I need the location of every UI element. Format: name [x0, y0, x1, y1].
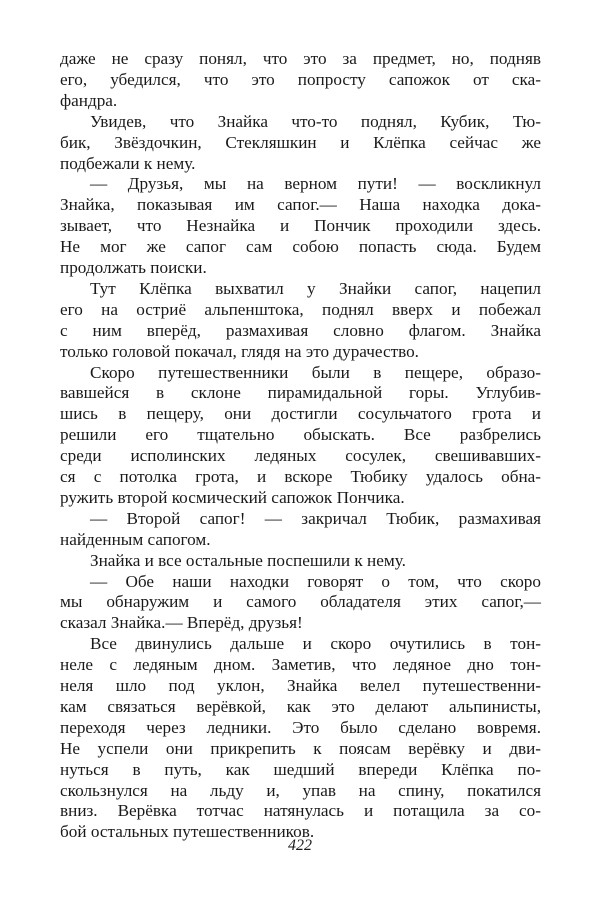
text-line: его, убедился, что это попросту сапожок от ска- — [60, 69, 541, 89]
text-line: только головой покачал, глядя на это дурачество. — [60, 341, 419, 361]
text-line: подбежали к нему. — [60, 153, 196, 173]
page-number: 422 — [288, 837, 312, 854]
text-line: зывает, что Незнайка и Пончик проходили здесь. — [60, 216, 541, 236]
text-line: Не успели они прикрепить к поясам верёвку и дви- — [60, 738, 541, 758]
text-line: среди исполинских ледяных сосулек, свешивавших- — [60, 446, 541, 466]
text-line: — Друзья, мы на верном пути! — воскликнул — [90, 174, 541, 194]
text-line: даже не сразу понял, что это за предмет, но, подняв — [60, 49, 541, 68]
text-line: ружить второй космический сапожок Пончика. — [60, 487, 405, 507]
text-line: шись в пещеру, они достигли сосульчатого грота и — [60, 404, 541, 424]
text-line: продолжать поиски. — [60, 258, 207, 277]
text-line: мы обнаружим и самого обладателя этих сапог,— — [60, 592, 541, 612]
text-line: кам связаться верёвкой, как это делают альпинисты, — [60, 696, 541, 716]
text-line: бой остальных путешественников. — [60, 822, 315, 842]
text-line: Знайка и все остальные поспешили к нему. — [90, 550, 406, 570]
text-line: решили его тщательно обыскать. Все разбрелись — [60, 425, 541, 445]
text-line: вниз. Верёвка тотчас натянулась и потащила за со- — [60, 801, 541, 821]
text-line: фандра. — [60, 90, 118, 110]
text-line: Скоро путешественники были в пещере, образо- — [90, 362, 541, 382]
text-line: неле с ледяным дном. Заметив, что ледяное дно тон- — [60, 655, 541, 675]
text-line: с ним вперёд, размахивая словно флагом. Знайка — [60, 320, 541, 340]
text-line: скользнулся на льду и, упав на спину, покатился — [60, 780, 541, 800]
text-line: Увидев, что Знайка что-то поднял, Кубик, Тю- — [90, 111, 541, 131]
text-line: Все двинулись дальше и скоро очутились в тон- — [90, 634, 541, 654]
text-line: вавшейся в склоне пирамидальной горы. Углубив- — [60, 383, 541, 403]
text-line: переходя через ледники. Это было сделано вовремя. — [60, 717, 541, 737]
text-line: — Обе наши находки говорят о том, что скоро — [90, 571, 541, 591]
text-line: ся с потолка грота, и вскоре Тюбику удалось обна- — [60, 467, 541, 486]
text-line: нуться в путь, как шедший впереди Клёпка по- — [60, 759, 541, 779]
text-line: сказал Знайка.— Вперёд, друзья! — [60, 613, 303, 633]
text-line: — Второй сапог! — закричал Тюбик, размахивая — [90, 508, 541, 528]
text-line: его на остриё альпенштока, поднял вверх и побежал — [60, 299, 541, 319]
text-line: Тут Клёпка выхватил у Знайки сапог, нацепил — [90, 278, 541, 298]
text-line: Знайка, показывая им сапог.— Наша находка дока- — [60, 195, 541, 215]
text-line: бик, Звёздочкин, Стекляшкин и Клёпка сейчас же — [60, 132, 541, 152]
text-line: найденным сапогом. — [60, 529, 211, 549]
text-line: Не мог же сапог сам собою попасть сюда. Будем — [60, 237, 541, 257]
text-line: неля шло под уклон, Знайка велел путешественни- — [60, 676, 541, 695]
